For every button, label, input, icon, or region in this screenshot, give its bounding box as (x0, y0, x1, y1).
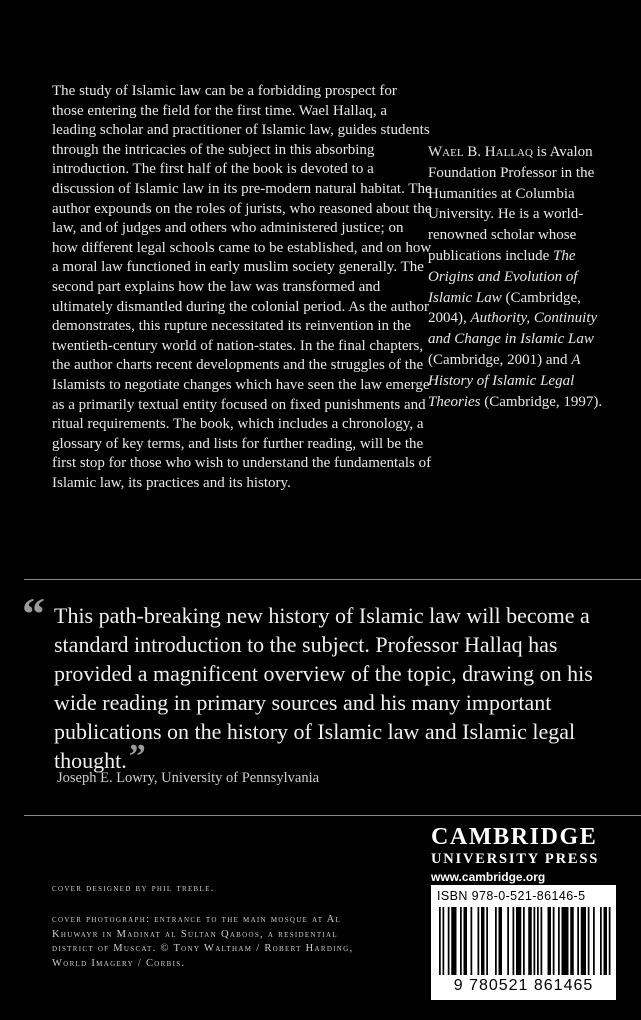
bio-text-4: (Cambridge, 1997). (480, 393, 603, 410)
review-quote-text: This path-breaking new history of Islamic law will become a standard introduction to the subject. Professor Hallaq has provided a magnificent overview of the topic, drawing on his wide reading in primary sources and his many important publications on the history of Islamic law and Islamic legal thought. (54, 603, 593, 773)
barcode-bar (534, 907, 536, 975)
bio-text-3: (Cambridge, 2001) and (428, 351, 572, 368)
cover-design-credit: cover designed by phil treble. (52, 883, 215, 894)
barcode-bar (495, 907, 497, 975)
publisher-url: www.cambridge.org (431, 870, 546, 884)
barcode-bar (558, 907, 560, 975)
barcode-panel (431, 885, 616, 1000)
bio-text-2: (Cambridge, 2004), (428, 289, 581, 327)
barcode-bar (588, 907, 590, 975)
bio-title-1: The Origins and Evolution of Islamic Law (428, 247, 578, 306)
barcode-bar (609, 907, 611, 975)
review-quote (54, 601, 614, 780)
barcode-bar (528, 907, 532, 975)
barcode-bar (471, 907, 473, 975)
barcode-bar (562, 907, 569, 975)
barcode-icon (435, 907, 612, 977)
barcode-bar (464, 907, 468, 975)
barcode-bar (486, 907, 488, 975)
barcode-bar (443, 907, 445, 975)
barcode-bar (581, 907, 586, 975)
barcode-bar (499, 907, 503, 975)
open-quote-mark: “ (22, 588, 45, 639)
ean-number: 9 780521 861465 (453, 977, 594, 994)
isbn-label: ISBN 978-0-521-86146-5 (437, 889, 586, 903)
barcode-bar (577, 907, 579, 975)
book-description: The study of Islamic law can be a forbidding prospect for those entering the field for the first time. Wael Hallaq, a leading scholar and practitioner of Islamic law, guides students through the intricacies of the subject in this absorbing introduction. The first half of the book is devoted to a discussion of Islamic law in its pre-modern natural habitat. The author expounds on the roles of jurists, who reasoned about the law, and of judges and others who administered justice; on how different legal schools came to be established, and on how a moral law functioned in early muslim society generally. The second part explains how the law was transformed and ultimately dismantled during the colonial period. As the author demonstrates, this rupture necessitated its reinvention in the twentieth-century world of nation-states. In the final chapters, the author charts recent developments and the struggles of the Islamists to negotiate changes which have seen the law emerge as a primarily textual entity focused on fixed punishments and ritual requirements. The book, which includes a chronology, a glossary of key terms, and lists for further reading, will be the first stop for those who wish to understand the fundamentals of Islamic law, its practices and its history. (52, 83, 432, 491)
bio-text-1: is Avalon Foundation Professor in the Humanities at Columbia University. He is a world-renowned scholar whose publications include (428, 144, 595, 264)
barcode-bar (478, 907, 480, 975)
barcode-bar (523, 907, 525, 975)
publisher-name: CAMBRIDGE (431, 824, 598, 850)
author-name: Wael B. Hallaq (428, 144, 533, 160)
barcode-bar (451, 907, 456, 975)
barcode-bar (481, 907, 485, 975)
barcode-bar (604, 907, 608, 975)
barcode-bar (439, 907, 441, 975)
barcode-bar (448, 907, 450, 975)
barcode-bar (593, 907, 595, 975)
divider-top (24, 579, 641, 580)
quote-attribution: Joseph E. Lowry, University of Pennsylvania (57, 770, 320, 786)
bio-title-3: A History of Islamic Legal Theories (428, 351, 581, 410)
author-bio (428, 142, 618, 412)
divider-bottom (24, 815, 641, 816)
publisher-block (431, 825, 621, 884)
close-quote-mark: ” (128, 738, 146, 775)
barcode-bar (507, 907, 509, 975)
publisher-subtitle: UNIVERSITY PRESS (431, 851, 600, 867)
barcode-bar (548, 907, 552, 975)
barcode-bar (460, 907, 462, 975)
barcode-bar (600, 907, 602, 975)
bio-title-2: Authority, Continuity and Change in Islamic Law (428, 310, 598, 348)
barcode-bar (541, 907, 543, 975)
barcode-bar (516, 907, 521, 975)
barcode-bar (513, 907, 515, 975)
barcode-bar (537, 907, 539, 975)
barcode-bar (553, 907, 555, 975)
cover-photo-credit: cover photograph: entrance to the main mosque at Al Khuwayr in Madinat al Sultan Qaboos, a residential district of Muscat. © Tony Waltham / Robert Harding, World Imagery / Corbis. (52, 914, 354, 969)
barcode-bar (570, 907, 574, 975)
